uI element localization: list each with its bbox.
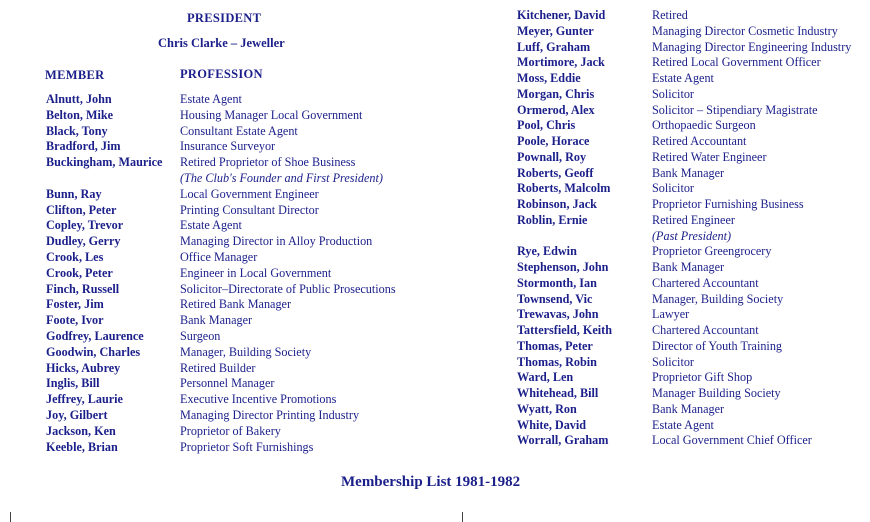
member-profession: Solicitor (652, 181, 694, 196)
member-name: Joy, Gilbert (46, 408, 108, 422)
member-name: Thomas, Robin (517, 354, 597, 369)
member-name: Meyer, Gunter (517, 23, 594, 38)
member-name: Mortimore, Jack (517, 55, 605, 70)
president-heading: PRESIDENT (187, 11, 262, 25)
member-profession: Personnel Manager (180, 376, 275, 391)
member-name: Thomas, Peter (517, 338, 593, 353)
member-name: Foote, Ivor (46, 313, 104, 328)
member-profession: Estate Agent (180, 92, 242, 106)
member-note: (Past President) (652, 228, 732, 243)
member-profession: Solicitor – Stipendiary Magistrate (652, 102, 818, 117)
member-profession: Solicitor–Directorate of Public Prosecutions (180, 281, 396, 296)
member-profession: Surgeon (180, 329, 221, 343)
scan-mark (462, 512, 463, 522)
member-name: Godfrey, Laurence (46, 329, 144, 343)
member-profession: Housing Manager Local Government (180, 107, 363, 122)
member-profession: Office Manager (180, 250, 258, 264)
member-profession: Estate Agent (652, 71, 714, 85)
member-name: Ward, Len (517, 370, 574, 385)
member-name: Tattersfield, Keith (517, 323, 613, 337)
member-profession: Bank Manager (652, 165, 725, 180)
member-profession: Proprietor of Bakery (180, 423, 281, 438)
member-column-header: MEMBER (45, 68, 105, 82)
member-name: Goodwin, Charles (46, 344, 141, 359)
member-name: White, David (517, 417, 587, 432)
member-profession: Retired (652, 8, 688, 22)
member-name: Kitchener, David (517, 8, 606, 22)
member-profession: Managing Director Cosmetic Industry (652, 23, 838, 38)
member-name: Rye, Edwin (517, 244, 577, 259)
member-name: Dudley, Gerry (46, 234, 121, 249)
member-profession: Retired Water Engineer (652, 149, 767, 164)
member-profession: Orthopaedic Surgeon (652, 118, 756, 133)
member-name: Keeble, Brian (46, 439, 118, 454)
member-name: Copley, Trevor (46, 218, 124, 233)
member-profession: Managing Director in Alloy Production (180, 234, 373, 249)
profession-column-header: PROFESSION (180, 67, 263, 81)
member-name: Pool, Chris (517, 118, 576, 133)
member-profession: Retired Bank Manager (180, 297, 292, 312)
member-profession: Executive Incentive Promotions (180, 392, 337, 407)
member-profession: Manager, Building Society (180, 344, 312, 359)
member-profession: Bank Manager (180, 313, 253, 328)
member-name: Jackson, Ken (46, 423, 116, 438)
member-name: Pownall, Roy (517, 149, 587, 164)
member-name: Foster, Jim (46, 297, 104, 312)
member-name: Clifton, Peter (46, 202, 117, 217)
member-profession: Manager Building Society (652, 386, 781, 400)
member-name: Whitehead, Bill (517, 386, 599, 400)
member-name: Roblin, Ernie (517, 212, 588, 227)
member-name: Finch, Russell (46, 281, 120, 296)
member-name: Worrall, Graham (517, 433, 609, 448)
member-name: Townsend, Vic (517, 291, 593, 306)
member-profession: Managing Director Engineering Industry (652, 39, 852, 54)
member-name: Crook, Les (46, 250, 104, 264)
member-name: Buckingham, Maurice (46, 155, 163, 170)
member-profession: Insurance Surveyor (180, 139, 276, 154)
member-profession: Bank Manager (652, 260, 725, 274)
member-name: Hicks, Aubrey (46, 360, 121, 375)
member-name: Roberts, Malcolm (517, 181, 611, 196)
member-profession: Printing Consultant Director (180, 202, 319, 217)
member-profession: Managing Director Printing Industry (180, 408, 360, 422)
member-name: Roberts, Geoff (517, 165, 594, 180)
member-profession: Retired Engineer (652, 212, 735, 227)
member-profession: Solicitor (652, 354, 694, 369)
member-profession: Chartered Accountant (652, 323, 759, 337)
member-name: Belton, Mike (46, 107, 114, 122)
member-profession: Engineer in Local Government (180, 265, 332, 280)
member-profession: Solicitor (652, 86, 694, 101)
member-profession: Proprietor Furnishing Business (652, 197, 804, 211)
member-name: Alnutt, John (46, 92, 112, 106)
member-profession: Local Government Engineer (180, 186, 319, 201)
member-name: Black, Tony (46, 123, 108, 138)
membership-list-title: Membership List 1981-1982 (341, 474, 521, 490)
member-profession: Chartered Accountant (652, 275, 759, 290)
member-profession: Estate Agent (652, 417, 714, 432)
member-name: Ormerod, Alex (517, 102, 595, 117)
member-profession: Proprietor Greengrocery (652, 244, 772, 259)
member-profession: Proprietor Gift Shop (652, 370, 753, 385)
member-profession: Director of Youth Training (652, 338, 783, 353)
member-profession: Local Government Chief Officer (652, 433, 812, 448)
member-profession: Consultant Estate Agent (180, 123, 298, 138)
member-name: Moss, Eddie (517, 71, 581, 85)
member-profession: Lawyer (652, 307, 690, 322)
member-profession: Proprietor Soft Furnishings (180, 439, 314, 454)
member-profession: Retired Accountant (652, 134, 747, 148)
member-name: Bunn, Ray (46, 186, 102, 201)
member-name: Jeffrey, Laurie (46, 392, 123, 407)
member-profession: Retired Builder (180, 360, 256, 375)
member-name: Crook, Peter (46, 265, 113, 280)
president-name: Chris Clarke – Jeweller (158, 36, 285, 50)
member-name: Stormonth, Ian (517, 275, 597, 290)
member-name: Morgan, Chris (517, 86, 595, 101)
member-profession: Retired Local Government Officer (652, 55, 821, 70)
member-name: Stephenson, John (517, 260, 609, 274)
member-note: (The Club's Founder and First President) (180, 171, 383, 185)
member-profession: Bank Manager (652, 401, 725, 416)
member-name: Luff, Graham (517, 39, 591, 54)
member-name: Bradford, Jim (46, 139, 121, 154)
scan-mark (10, 512, 11, 522)
member-profession: Manager, Building Society (652, 291, 784, 306)
member-profession: Estate Agent (180, 218, 242, 233)
member-profession: Retired Proprietor of Shoe Business (180, 155, 356, 170)
member-name: Inglis, Bill (46, 376, 100, 391)
member-name: Robinson, Jack (517, 197, 597, 211)
member-name: Trewavas, John (517, 307, 599, 322)
member-name: Wyatt, Ron (517, 401, 577, 416)
member-name: Poole, Horace (517, 134, 590, 148)
